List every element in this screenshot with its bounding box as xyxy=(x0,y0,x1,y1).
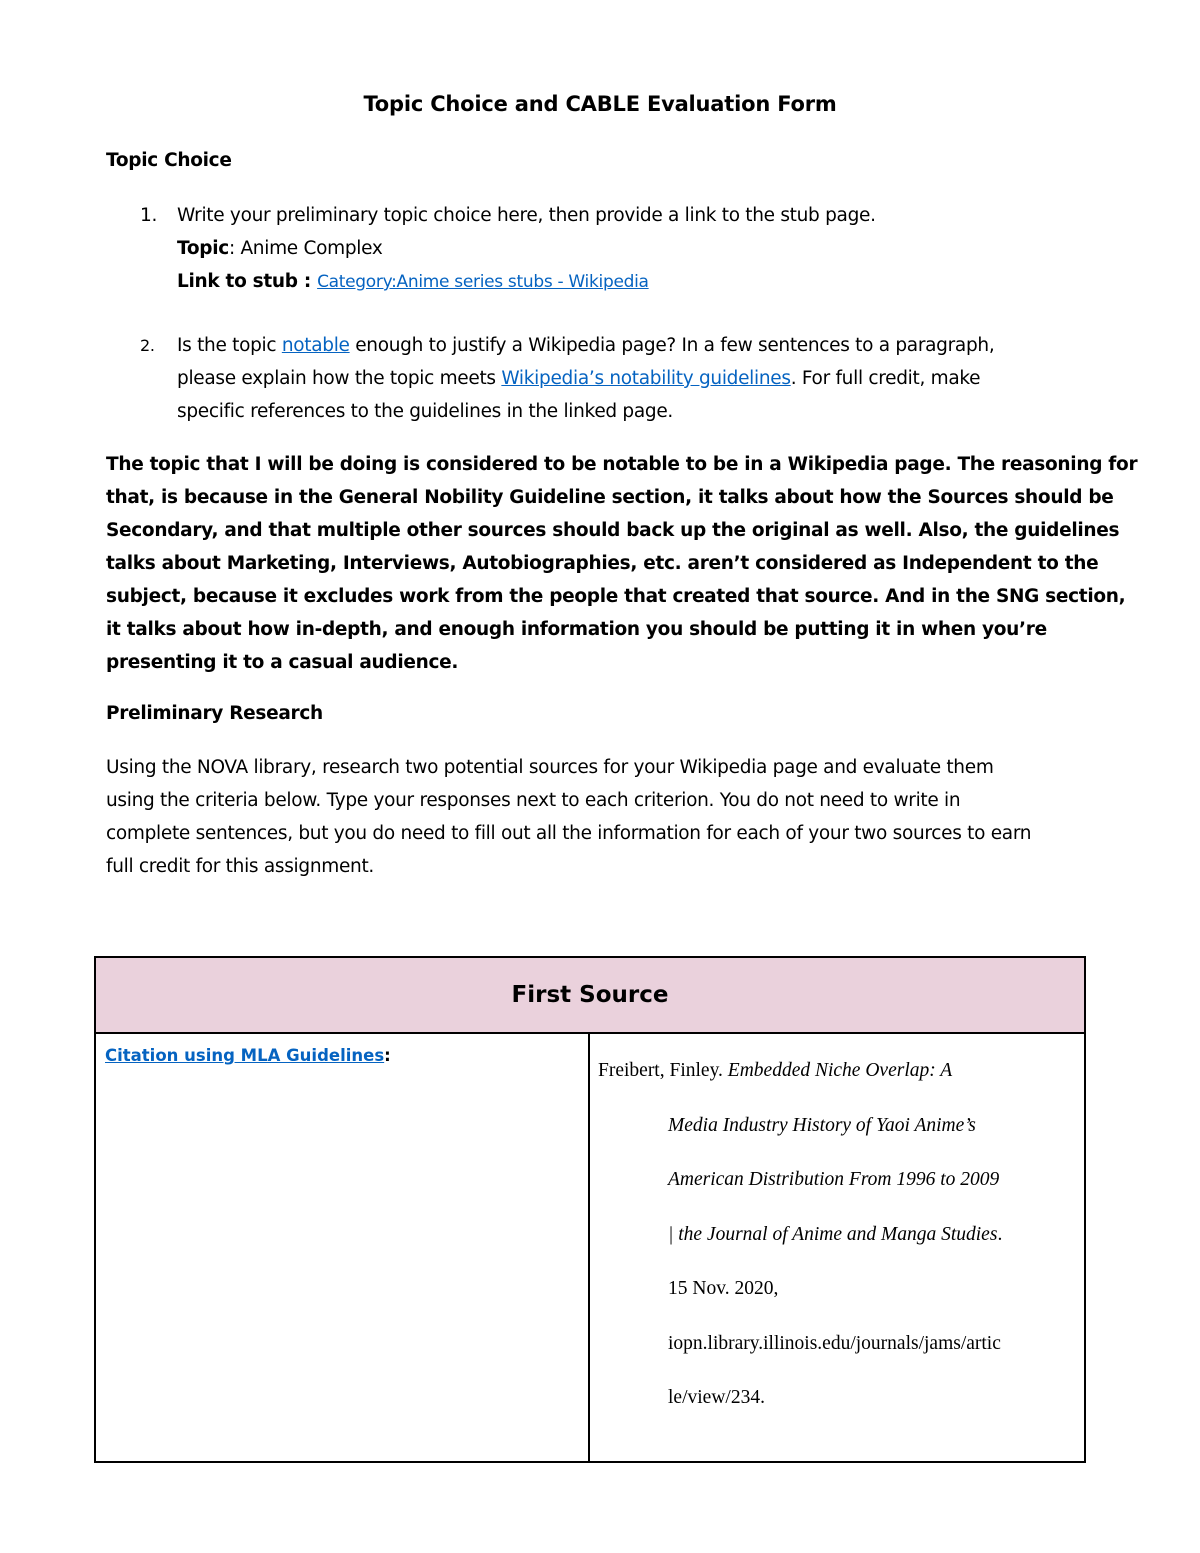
stub-link[interactable]: Category:Anime series stubs - Wikipedia xyxy=(317,272,649,292)
answer-line: talks about Marketing, Interviews, Autobiographies, etc. aren’t considered as Independent to the xyxy=(106,553,1099,574)
text-fragment: please explain how the topic meets xyxy=(177,368,502,389)
instruction-line: full credit for this assignment. xyxy=(106,856,375,877)
answer-paragraph xyxy=(106,448,1138,679)
answer-line: it talks about how in-depth, and enough information you should be putting it in when you’re xyxy=(106,619,1047,640)
item2-line-1 xyxy=(177,329,1097,362)
first-source-header: First Source xyxy=(95,957,1085,1033)
first-source-table xyxy=(94,956,1086,1463)
topic-line xyxy=(177,232,1097,265)
topic-label: Topic xyxy=(177,238,229,259)
instruction-line: Using the NOVA library, research two potential sources for your Wikipedia page and evaluate them xyxy=(106,757,994,778)
citation-line: 15 Nov. 2020, xyxy=(668,1278,779,1299)
page-title: Topic Choice and CABLE Evaluation Form xyxy=(363,92,837,116)
citation-line: American Distribution From 1996 to 2009 xyxy=(668,1169,1000,1190)
item2-line-2 xyxy=(177,362,1097,395)
notability-guidelines-link[interactable]: Wikipedia’s notability guidelines xyxy=(501,368,791,389)
citation-label-cell xyxy=(95,1033,589,1462)
list-item-text xyxy=(177,329,1097,428)
mla-guidelines-link[interactable]: Citation using MLA Guidelines xyxy=(105,1046,385,1065)
text-fragment: enough to justify a Wikipedia page? In a few sentences to a paragraph, xyxy=(349,335,995,356)
list-item-text xyxy=(177,199,1097,299)
instruction-line: using the criteria below. Type your responses next to each criterion. You do not need to write in xyxy=(106,790,961,811)
stub-link-line xyxy=(177,265,1097,299)
answer-line: Secondary, and that multiple other sources should back up the original as well. Also, the guidelines xyxy=(106,520,1120,541)
text-fragment: Is the topic xyxy=(177,335,282,356)
topic-value: : Anime Complex xyxy=(228,238,383,259)
text-fragment: . xyxy=(997,1223,1003,1245)
answer-line: The topic that I will be doing is considered to be notable to be in a Wikipedia page. The reasoning for xyxy=(106,454,1138,475)
text-fragment: . For full credit, make xyxy=(790,368,981,389)
citation-value-cell[interactable] xyxy=(589,1033,1085,1462)
answer-line: subject, because it excludes work from the people that created that source. And in the SNG section, xyxy=(106,586,1126,607)
stub-link-label: Link to stub : xyxy=(177,271,318,292)
topic-choice-heading: Topic Choice xyxy=(106,150,232,171)
citation-line: Media Industry History of Yaoi Anime’s xyxy=(668,1114,976,1136)
citation-author: Freibert, Finley. xyxy=(598,1060,728,1081)
citation-line xyxy=(598,1044,1076,1099)
notable-link[interactable]: notable xyxy=(281,335,350,356)
research-instructions xyxy=(106,751,1106,883)
instruction-line: complete sentences, but you do need to fill out all the information for each of your two sources to earn xyxy=(106,823,1032,844)
citation-line: le/view/234. xyxy=(668,1387,765,1408)
citation-line xyxy=(598,1208,1076,1263)
answer-line: presenting it to a casual audience. xyxy=(106,652,459,673)
preliminary-research-heading: Preliminary Research xyxy=(106,703,323,724)
item2-line-3: specific references to the guidelines in the linked page. xyxy=(177,401,674,422)
list-number: 1. xyxy=(140,205,158,226)
answer-line: that, is because in the General Nobility Guideline section, it talks about how the Sources should be xyxy=(106,487,1114,508)
citation-label-suffix: : xyxy=(384,1046,391,1065)
citation-journal: | the Journal of Anime and Manga Studies xyxy=(668,1223,998,1245)
item1-prompt: Write your preliminary topic choice here, then provide a link to the stub page. xyxy=(177,205,876,226)
citation-title: Embedded Niche Overlap: A xyxy=(727,1060,953,1081)
citation-line: iopn.library.illinois.edu/journals/jams/artic xyxy=(668,1332,1001,1354)
list-number: 2. xyxy=(140,336,155,355)
